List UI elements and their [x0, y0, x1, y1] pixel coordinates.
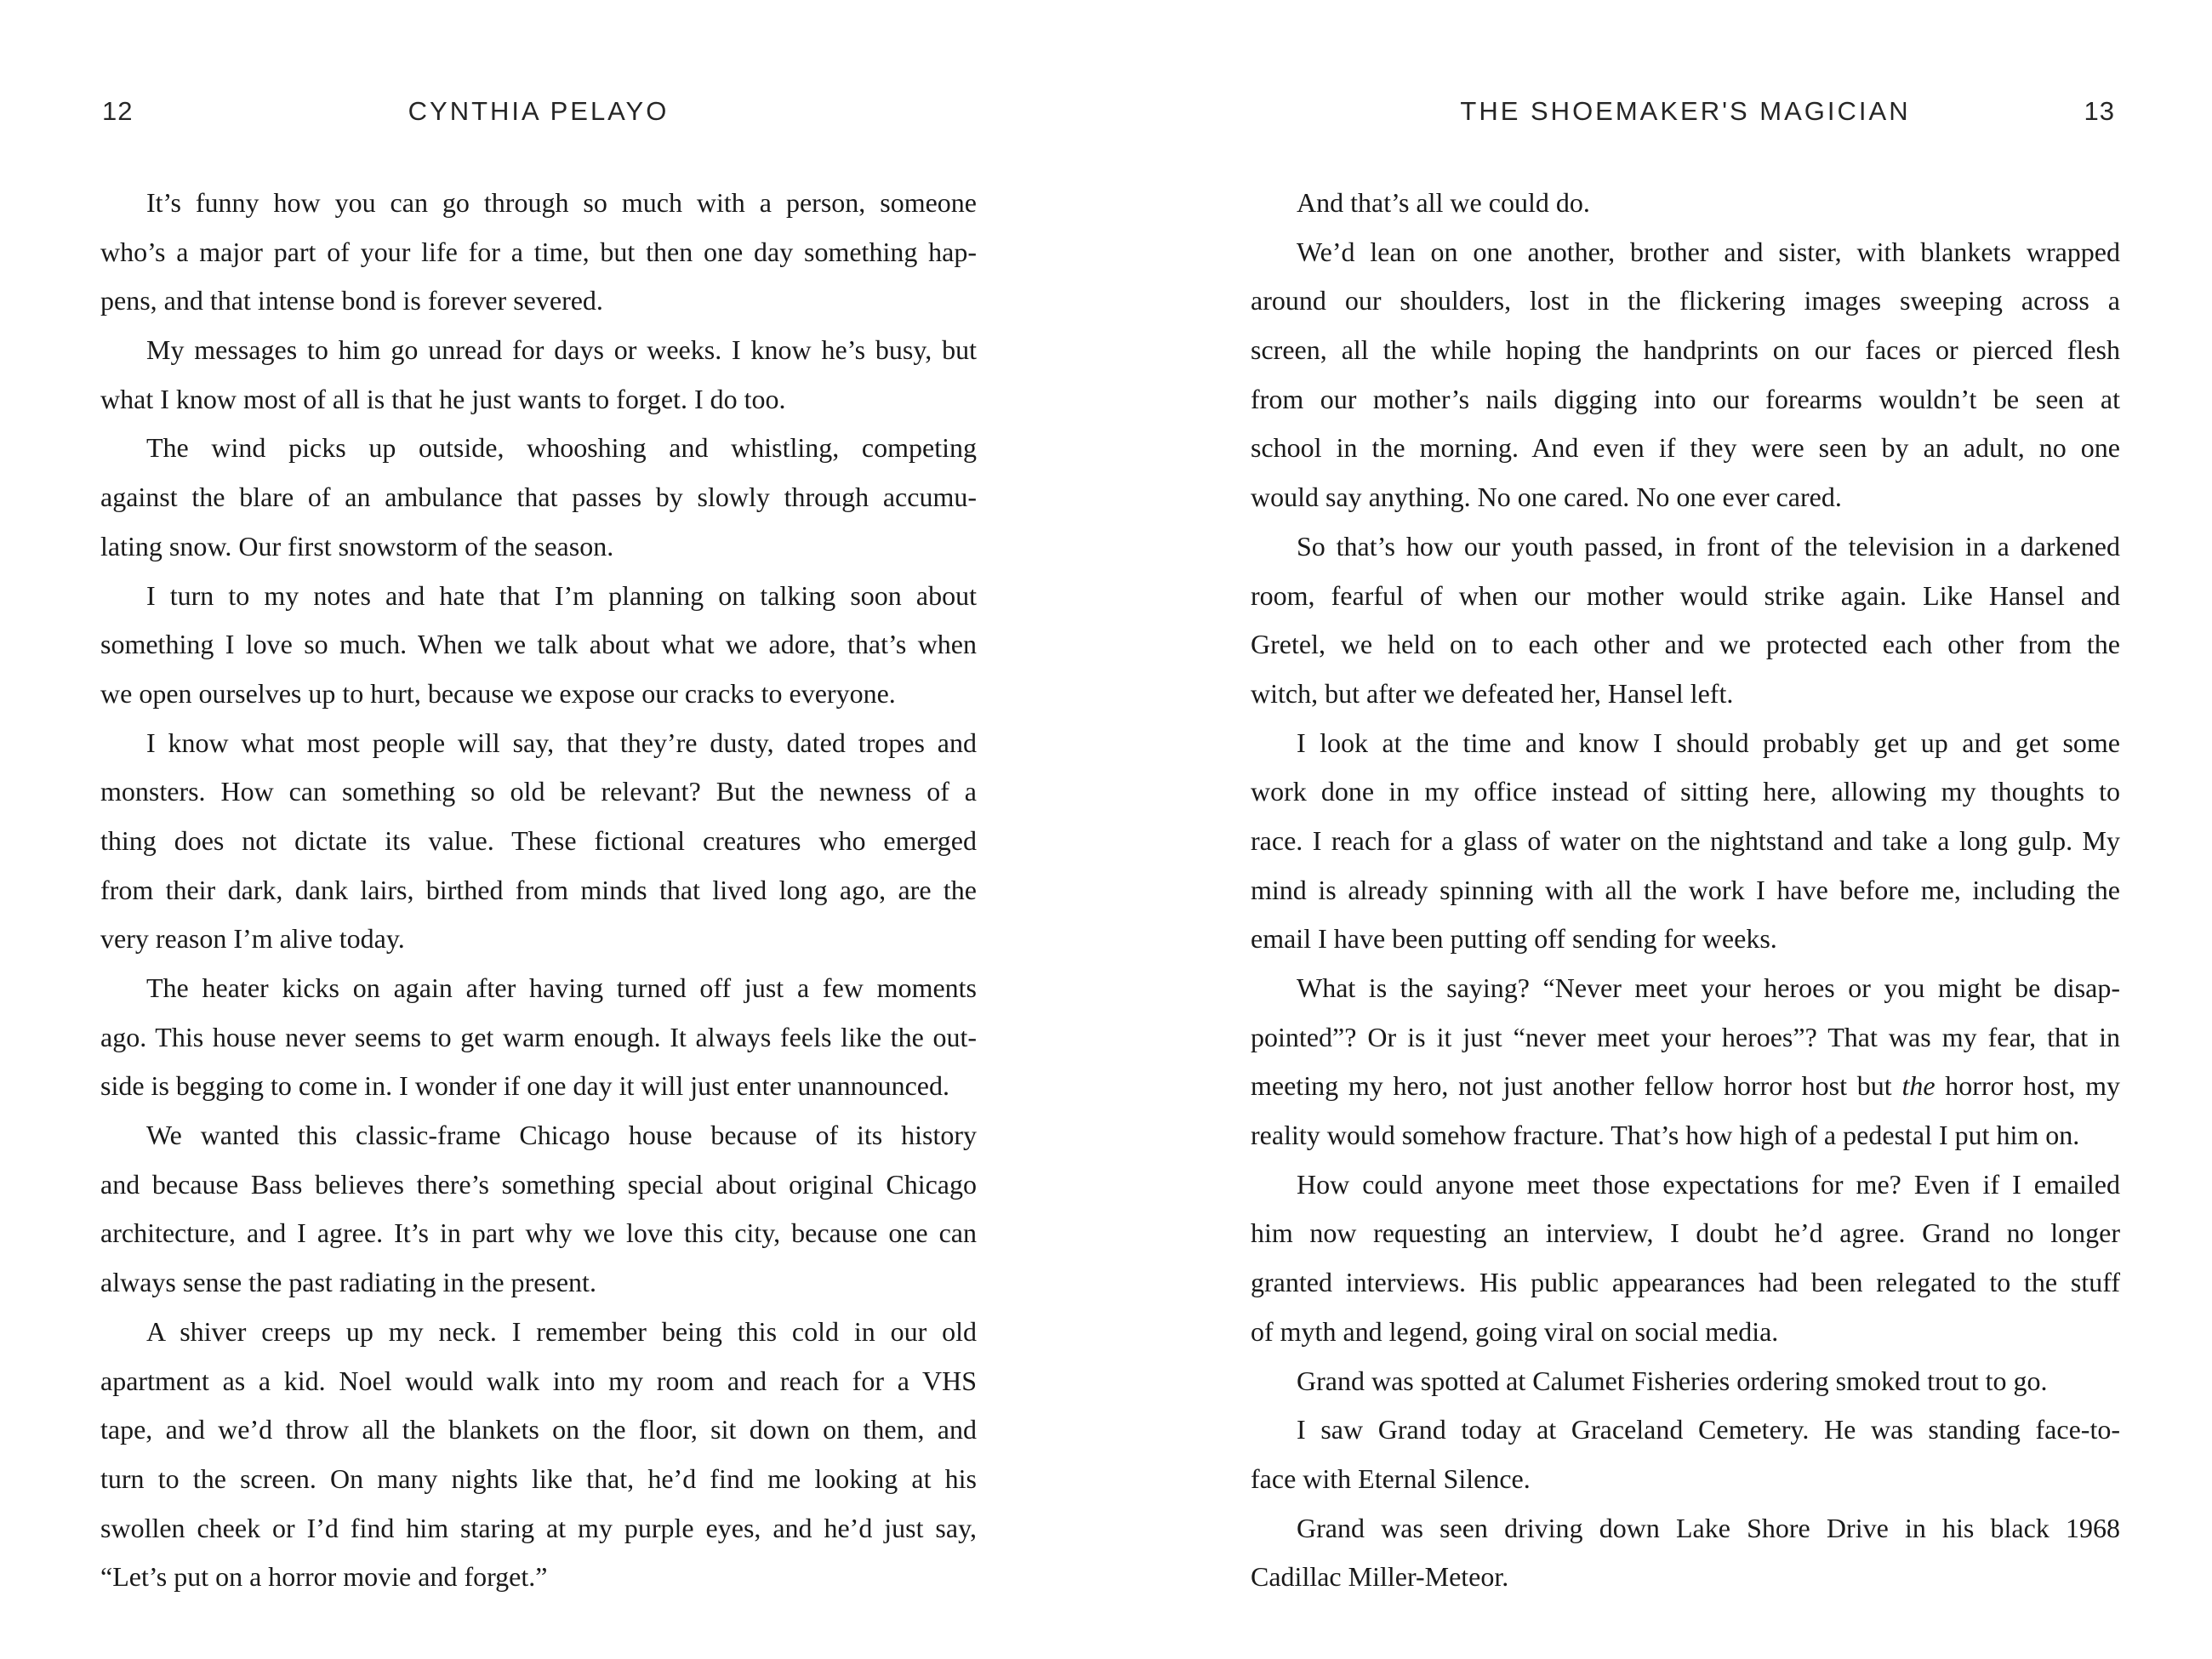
- text-line: I look at the time and know I should probably get up and get some: [1297, 727, 2120, 758]
- text-line: pointed”? Or is it just “never meet your heroes”? That was my fear, that in: [1251, 1021, 2120, 1052]
- text-line: mind is already spinning with all the work I have before me, including the: [1251, 874, 2120, 905]
- text-line: from their dark, dank lairs, birthed from minds that lived long ago, are the: [100, 874, 977, 905]
- text-line: meeting my hero, not just another fellow horror host but the horror host, my: [1251, 1070, 2121, 1102]
- text-line: thing does not dictate its value. These fictional creatures who emerged: [100, 824, 977, 856]
- text-line: My messages to him go unread for days or weeks. I know he’s busy, but: [146, 334, 977, 366]
- text-line: from our mother’s nails digging into our forearms wouldn’t be seen at: [1251, 383, 2120, 414]
- page-body-left: [100, 179, 977, 1602]
- text-line: What is the saying? “Never meet your heroes or you might be disap-: [1297, 972, 2120, 1003]
- text-line: turn to the screen. On many nights like that, he’d find me looking at his: [100, 1462, 977, 1494]
- running-header-right: [1251, 95, 2120, 128]
- text-line: swollen cheek or I’d find him staring at my purple eyes, and he’d just say,: [100, 1512, 977, 1543]
- text-line: It’s funny how you can go through so much with a person, someone: [146, 187, 977, 218]
- text-line: Grand was spotted at Calumet Fisheries ordering smoked trout to go.: [1297, 1365, 2048, 1396]
- text-line: and because Bass believes there’s something special about original Chicago: [100, 1168, 977, 1200]
- text-line: against the blare of an ambulance that passes by slowly through accumu-: [100, 482, 977, 513]
- running-head-author: CYNTHIA PELAYO: [408, 96, 670, 126]
- text-line: email I have been putting off sending for weeks.: [1251, 923, 1777, 955]
- text-line: apartment as a kid. Noel would walk into my room and reach for a VHS: [100, 1365, 977, 1396]
- page-body-right: [1251, 179, 2120, 1602]
- text-line: We’d lean on one another, brother and sister, with blankets wrapped: [1297, 236, 2120, 267]
- text-line: Grand was seen driving down Lake Shore Drive in his black 1968: [1297, 1512, 2120, 1543]
- text-line: tape, and we’d throw all the blankets on the floor, sit down on them, and: [100, 1414, 977, 1445]
- text-line: race. I reach for a glass of water on the nightstand and take a long gulp. My: [1251, 824, 2120, 856]
- text-line: around our shoulders, lost in the flickering images sweeping across a: [1251, 285, 2120, 316]
- text-line: lating snow. Our first snowstorm of the season.: [100, 530, 614, 562]
- text-line: ago. This house never seems to get warm enough. It always feels like the out-: [100, 1021, 977, 1052]
- text-line: work done in my office instead of sitting here, allowing my thoughts to: [1251, 776, 2120, 807]
- text-line: always sense the past radiating in the present.: [100, 1267, 596, 1298]
- page-number-right: 13: [2084, 96, 2115, 126]
- text-line: him now requesting an interview, I doubt he’d agree. Grand no longer: [1251, 1217, 2120, 1249]
- page-right: [1251, 95, 2120, 1602]
- running-head-book-title: THE SHOEMAKER'S MAGICIAN: [1460, 96, 1911, 126]
- text-line: would say anything. No one cared. No one ever cared.: [1251, 482, 1842, 513]
- text-line: monsters. How can something so old be relevant? But the newness of a: [100, 776, 977, 807]
- text-line: what I know most of all is that he just wants to forget. I do too.: [100, 383, 786, 414]
- text-line: The wind picks up outside, whooshing and whistling, competing: [146, 432, 977, 464]
- text-line: granted interviews. His public appearances had been relegated to the stuff: [1251, 1267, 2120, 1298]
- text-line: something I love so much. When we talk about what we adore, that’s when: [100, 629, 977, 660]
- text-line: face with Eternal Silence.: [1251, 1462, 1531, 1494]
- text-line: very reason I’m alive today.: [100, 923, 405, 955]
- text-line: who’s a major part of your life for a time, but then one day something hap-: [100, 236, 977, 267]
- text-line: We wanted this classic-frame Chicago house because of its history: [146, 1120, 977, 1151]
- text-line: I saw Grand today at Graceland Cemetery. He was standing face-to-: [1297, 1414, 2120, 1445]
- text-line: And that’s all we could do.: [1297, 187, 1590, 218]
- text-line: we open ourselves up to hurt, because we expose our cracks to everyone.: [100, 677, 896, 709]
- text-line: of myth and legend, going viral on social media.: [1251, 1315, 1779, 1347]
- text-line: The heater kicks on again after having turned off just a few moments: [146, 972, 977, 1003]
- text-line: school in the morning. And even if they were seen by an adult, no one: [1251, 432, 2120, 464]
- text-line: room, fearful of when our mother would strike again. Like Hansel and: [1251, 579, 2120, 611]
- page-left: [100, 95, 977, 1602]
- text-line: I know what most people will say, that they’re dusty, dated tropes and: [146, 727, 977, 758]
- running-header-left: [100, 95, 977, 128]
- text-line: side is begging to come in. I wonder if one day it will just enter unannounced.: [100, 1070, 949, 1102]
- text-line: Gretel, we held on to each other and we protected each other from the: [1251, 629, 2120, 660]
- text-line: How could anyone meet those expectations for me? Even if I emailed: [1297, 1168, 2120, 1200]
- text-line: “Let’s put on a horror movie and forget.”: [100, 1561, 548, 1593]
- text-line: So that’s how our youth passed, in front of the television in a darkened: [1297, 530, 2120, 562]
- text-line: A shiver creeps up my neck. I remember being this cold in our old: [146, 1315, 977, 1347]
- text-line: reality would somehow fracture. That’s how high of a pedestal I put him on.: [1251, 1120, 2080, 1151]
- text-line: witch, but after we defeated her, Hansel left.: [1251, 677, 1734, 709]
- page-number-left: 12: [102, 96, 134, 126]
- text-line: architecture, and I agree. It’s in part why we love this city, because one can: [100, 1217, 977, 1249]
- text-line: Cadillac Miller-Meteor.: [1251, 1561, 1509, 1593]
- text-line: screen, all the while hoping the handprints on our faces or pierced flesh: [1251, 334, 2120, 366]
- text-line: I turn to my notes and hate that I’m planning on talking soon about: [146, 579, 977, 611]
- text-line: pens, and that intense bond is forever severed.: [100, 285, 603, 316]
